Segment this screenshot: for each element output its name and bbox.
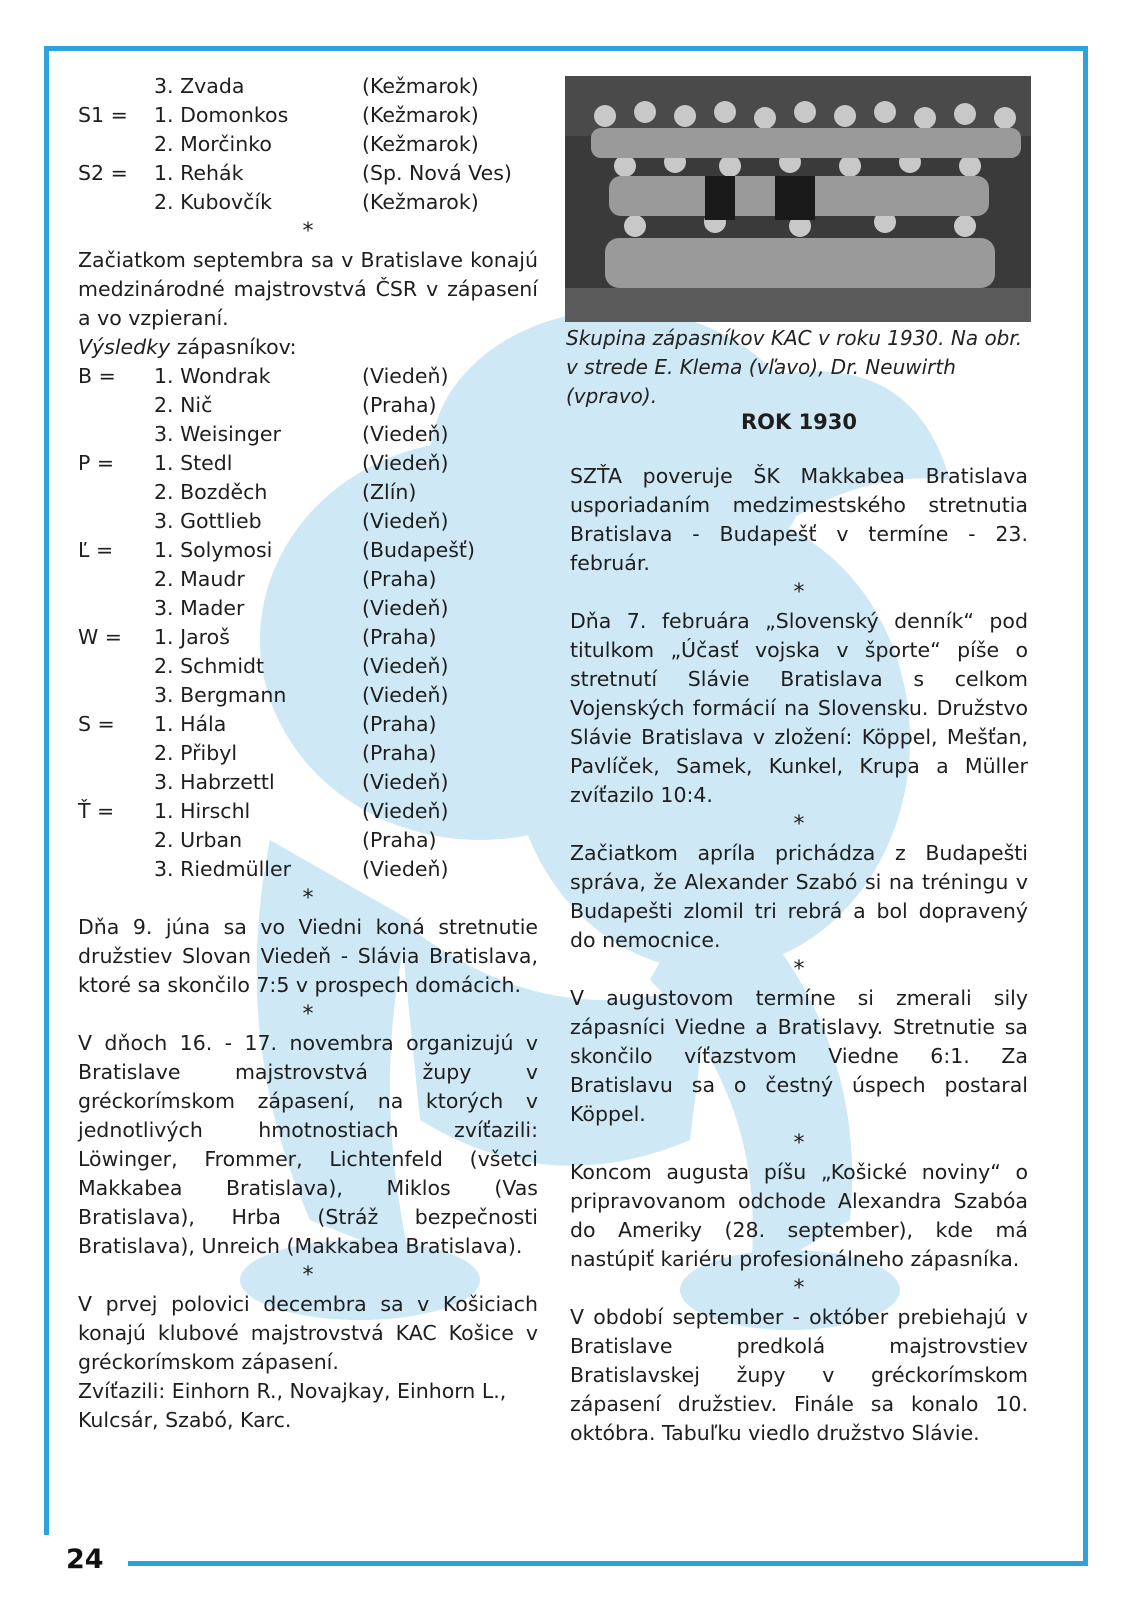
wrestler-name: 2. Morčinko [154,132,272,156]
wrestler-name: 2. Urban [154,828,243,852]
results-list [78,362,538,884]
club-name: (Praha) [362,567,437,591]
category-label: S1 = [78,103,128,127]
result-row [78,420,538,449]
wrestler-name: 3. Riedmüller [154,857,292,881]
club-name: (Budapešť) [362,538,475,562]
separator-star: * [793,812,805,837]
wrestler-name: 2. Nič [154,393,213,417]
paragraph-1: SZŤA poveruje ŠK Makkabea Bratislava usporiadaním medzimestského stretnutia Bratislava - Budapešť v termíne - 23. február. [570,464,1028,575]
separator-star: * [793,957,805,982]
photo-caption: Skupina zápasníkov KAC v roku 1930. Na obr. v strede E. Klema (vľavo), Dr. Neuwirth (vpravo). [566,326,1023,408]
result-row [78,536,538,565]
club-name: (Viedeň) [362,770,449,794]
club-name: (Viedeň) [362,451,449,475]
club-name: (Kežmarok) [362,103,479,127]
results-label-italic: Výsledky [78,335,171,359]
separator-star: * [793,1276,805,1301]
result-row [78,478,538,507]
category-label [78,72,154,101]
wrestler-name: 1. Stedl [154,451,233,475]
club-name: (Viedeň) [362,799,449,823]
page-number: 24 [66,1544,104,1575]
wrestler-name: 1. Hála [154,712,227,736]
section-heading: ROK 1930 [740,410,858,434]
result-row [78,507,538,536]
category-label [78,391,154,420]
result-row [78,594,538,623]
paragraph-4: V augustovom termíne si zmerali sily zápasníci Viedne a Bratislavy. Stretnutie sa skončilo víťazstvom Viedne 6:1. Za Bratislavu sa o čestný úspech postaral Köppel. [570,986,1028,1126]
result-row [78,72,538,101]
wrestler-name: 1. Rehák [154,161,244,185]
wrestler-name: 3. Habrzettl [154,770,275,794]
result-row [78,130,538,159]
result-row [78,652,538,681]
club-name: (Kežmarok) [362,190,479,214]
result-row [78,391,538,420]
club-name: (Viedeň) [362,364,449,388]
club-name: (Viedeň) [362,654,449,678]
club-name: (Viedeň) [362,857,449,881]
club-name: (Kežmarok) [362,132,479,156]
result-row [78,710,538,739]
category-label [78,130,154,159]
category-label: S = [78,712,115,736]
wrestler-name: 1. Domonkos [154,103,289,127]
category-label: Ľ = [78,538,114,562]
wrestler-name: 1. Solymosi [154,538,273,562]
team-photo [565,76,1031,322]
club-name: (Zlín) [362,480,417,504]
wrestler-name: 3. Bergmann [154,683,287,707]
wrestler-name: 3. Gottlieb [154,509,262,533]
right-column [570,462,1028,1448]
intro-paragraph: Začiatkom septembra sa v Bratislave konajú medzinárodné majstrovstvá ČSR v zápasení a vo vzpieraní. [78,248,538,330]
results-label-rest: zápasníkov: [170,335,297,359]
club-name: (Sp. Nová Ves) [362,161,512,185]
photo-image [565,76,1031,322]
result-row [78,362,538,391]
category-label: W = [78,625,122,649]
paragraph-6: V období september - október prebiehajú v Bratislave predkolá majstrovstiev Bratislavskej župy v gréckorímskom zápasení družstiev. Finále sa konalo 10. októbra. Tabuľku viedlo družstvo Slávie. [570,1305,1028,1445]
wrestler-name: 1. Hirschl [154,799,251,823]
category-label [78,768,154,797]
wrestler-name: 2. Schmidt [154,654,265,678]
club-name: (Kežmarok) [362,74,479,98]
winners-line: Zvíťazili: Einhorn R., Novajkay, Einhorn L., Kulcsár, Szabó, Karc. [78,1379,507,1432]
result-row [78,159,538,188]
club-name: (Viedeň) [362,509,449,533]
category-label: B = [78,364,116,388]
category-label: S2 = [78,161,128,185]
left-column [78,72,538,1435]
category-label [78,420,154,449]
category-label [78,565,154,594]
result-row [78,449,538,478]
category-label [78,478,154,507]
separator-star: * [302,1002,314,1027]
category-label [78,507,154,536]
wrestler-name: 2. Maudr [154,567,245,591]
result-row [78,797,538,826]
paragraph-november: V dňoch 16. - 17. novembra organizujú v Bratislave majstrovstvá župy v gréckorímskom zápasení, na ktorých v jednotlivých hmotnostiach zvíťazili: Löwinger, Frommer, Lichtenfeld (všetci Makkabea Bratislava), Miklos (Vas Bratislava), Hrba (Stráž bezpečnosti Bratislava), Unreich (Makkabea Bratislava). [78,1031,538,1258]
result-row [78,826,538,855]
result-row [78,739,538,768]
category-label [78,739,154,768]
category-label [78,188,154,217]
club-name: (Praha) [362,393,437,417]
paragraph-december: V prvej polovici decembra sa v Košiciach konajú klubové majstrovstvá KAC Košice v gréckorímskom zápasení. [78,1292,538,1374]
wrestler-name: 2. Bozděch [154,480,268,504]
category-label [78,681,154,710]
wrestler-name: 3. Mader [154,596,245,620]
separator-star: * [302,219,314,244]
wrestler-name: 2. Přibyl [154,741,238,765]
wrestler-name: 3. Zvada [154,74,245,98]
category-label: P = [78,451,115,475]
paragraph-2: Dňa 7. februára „Slovenský denník“ pod titulkom „Účasť vojska v športe“ píše o stretnutí Slávie Bratislava s celkom Vojenských formácií na Slovensku. Družstvo Slávie Bratislava v zložení: Köppel, Mešťan, Pavlíček, Samek, Kunkel, Krupa a Müller zvíťazilo 10:4. [570,609,1028,807]
separator-star: * [302,886,314,911]
club-name: (Praha) [362,625,437,649]
result-row [78,623,538,652]
category-label: Ť = [78,799,115,823]
club-name: (Viedeň) [362,683,449,707]
result-row [78,565,538,594]
category-label [78,594,154,623]
club-name: (Praha) [362,712,437,736]
category-label [78,826,154,855]
separator-star: * [793,1131,805,1156]
paragraph-5: Koncom augusta píšu „Košické noviny“ o pripravovanom odchode Alexandra Szabóa do Ameriky (28. september), kde má nastúpiť kariéru profesionálneho zápasníka. [570,1160,1028,1271]
category-label [78,855,154,884]
results-label [78,333,538,362]
result-row [78,188,538,217]
wrestler-name: 3. Weisinger [154,422,281,446]
club-name: (Viedeň) [362,422,449,446]
results-top-list [78,72,538,217]
separator-star: * [302,1263,314,1288]
wrestler-name: 2. Kubovčík [154,190,273,214]
club-name: (Praha) [362,828,437,852]
club-name: (Praha) [362,741,437,765]
category-label [78,652,154,681]
separator-star: * [793,580,805,605]
paragraph-3: Začiatkom apríla prichádza z Budapešti správa, že Alexander Szabó si na tréningu v Budapešti zlomil tri rebrá a bol dopravený do nemocnice. [570,841,1028,952]
result-row [78,855,538,884]
result-row [78,768,538,797]
wrestler-name: 1. Jaroš [154,625,230,649]
result-row [78,681,538,710]
club-name: (Viedeň) [362,596,449,620]
wrestler-name: 1. Wondrak [154,364,271,388]
paragraph-june: Dňa 9. júna sa vo Viedni koná stretnutie družstiev Slovan Viedeň - Slávia Bratislava, ktoré sa skončilo 7:5 v prospech domácich. [78,915,538,997]
result-row [78,101,538,130]
